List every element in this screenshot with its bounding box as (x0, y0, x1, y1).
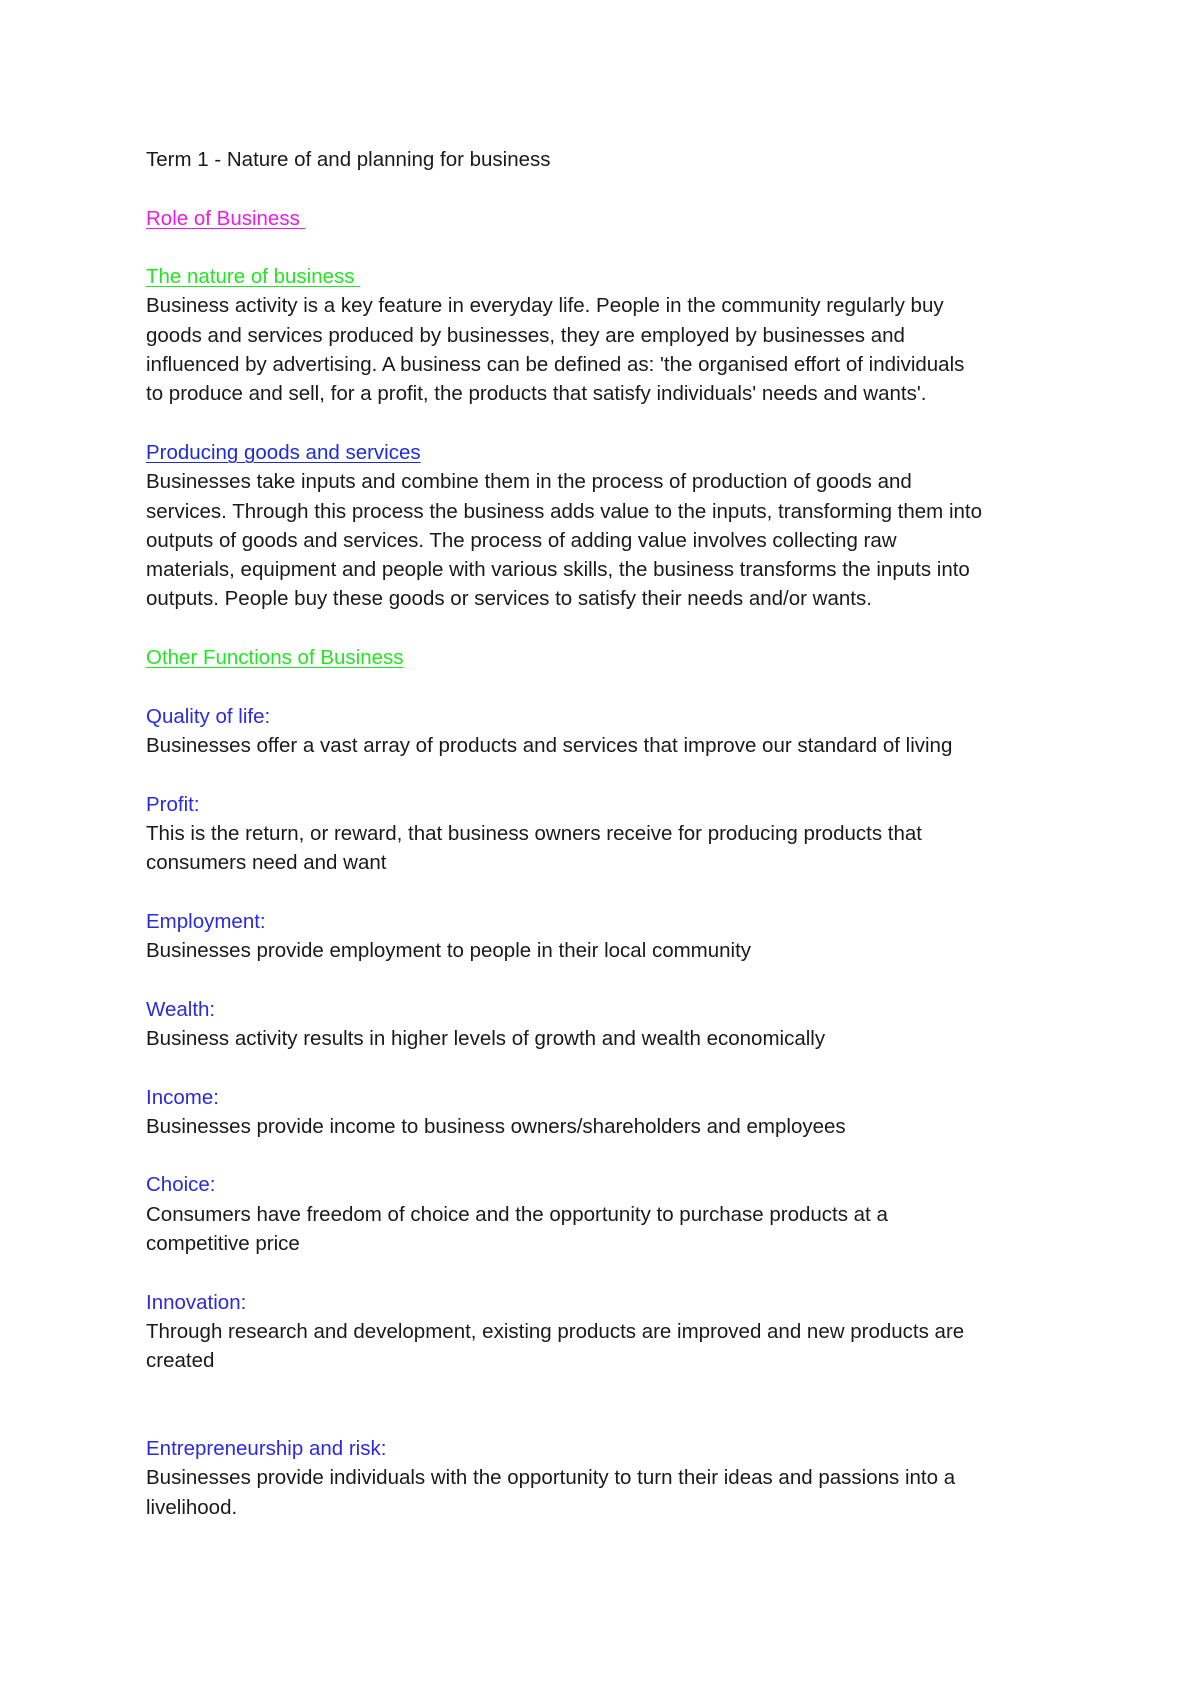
function-description: Through research and development, existing products are improved and new products are (146, 1319, 965, 1343)
paragraph-line: outputs. People buy these goods or services to satisfy their needs and/or wants. (146, 587, 872, 611)
function-label: Innovation: (146, 1290, 247, 1314)
function-description: Businesses provide income to business owners/shareholders and employees (146, 1114, 846, 1138)
paragraph-line: to produce and sell, for a profit, the products that satisfy individuals' needs and wants'. (146, 382, 927, 406)
function-description: consumers need and want (146, 851, 387, 875)
nature-paragraph (146, 291, 1066, 408)
paragraph-line: influenced by advertising. A business can be defined as: 'the organised effort of individuals (146, 353, 965, 377)
function-item-wealth (146, 995, 1066, 1054)
function-description: Businesses provide individuals with the opportunity to turn their ideas and passions into a (146, 1466, 956, 1490)
function-item-profit (146, 790, 1066, 878)
function-item-entrepreneurship (146, 1434, 1066, 1522)
document-title: Term 1 - Nature of and planning for business (146, 148, 551, 171)
function-description: This is the return, or reward, that business owners receive for producing products that (146, 821, 922, 845)
function-description: livelihood. (146, 1495, 238, 1519)
function-label: Profit: (146, 792, 200, 816)
function-label: Entrepreneurship and risk: (146, 1437, 387, 1461)
function-label: Quality of life: (146, 704, 271, 728)
subheading-other-functions: Other Functions of Business (146, 646, 404, 670)
function-label: Employment: (146, 909, 266, 933)
function-item-employment (146, 907, 1066, 966)
function-label: Income: (146, 1085, 219, 1109)
paragraph-line: materials, equipment and people with various skills, the business transforms the inputs into (146, 558, 970, 582)
function-item-choice (146, 1170, 1066, 1258)
function-item-innovation (146, 1288, 1066, 1376)
function-description: Businesses offer a vast array of products and services that improve our standard of living (146, 733, 953, 757)
function-description: competitive price (146, 1231, 300, 1255)
function-description: created (146, 1349, 215, 1373)
function-description: Business activity results in higher levels of growth and wealth economically (146, 1026, 826, 1050)
paragraph-line: goods and services produced by businesses, they are employed by businesses and (146, 323, 905, 347)
subheading-producing-goods: Producing goods and services (146, 440, 421, 464)
producing-paragraph (146, 467, 1066, 613)
paragraph-line: outputs of goods and services. The process of adding value involves collecting raw (146, 528, 897, 552)
section-heading-role-of-business: Role of Business (146, 206, 306, 230)
function-label: Wealth: (146, 997, 216, 1021)
function-description: Businesses provide employment to people in their local community (146, 939, 752, 963)
subheading-nature-of-business: The nature of business (146, 265, 361, 289)
document-page (146, 145, 1066, 1522)
function-description: Consumers have freedom of choice and the opportunity to purchase products at a (146, 1202, 888, 1226)
function-item-income (146, 1083, 1066, 1142)
paragraph-line: services. Through this process the business adds value to the inputs, transforming them into (146, 499, 983, 523)
paragraph-line: Businesses take inputs and combine them in the process of production of goods and (146, 470, 912, 494)
function-label: Choice: (146, 1173, 216, 1197)
paragraph-line: Business activity is a key feature in everyday life. People in the community regularly buy (146, 294, 944, 318)
function-item-quality-of-life (146, 702, 1066, 761)
